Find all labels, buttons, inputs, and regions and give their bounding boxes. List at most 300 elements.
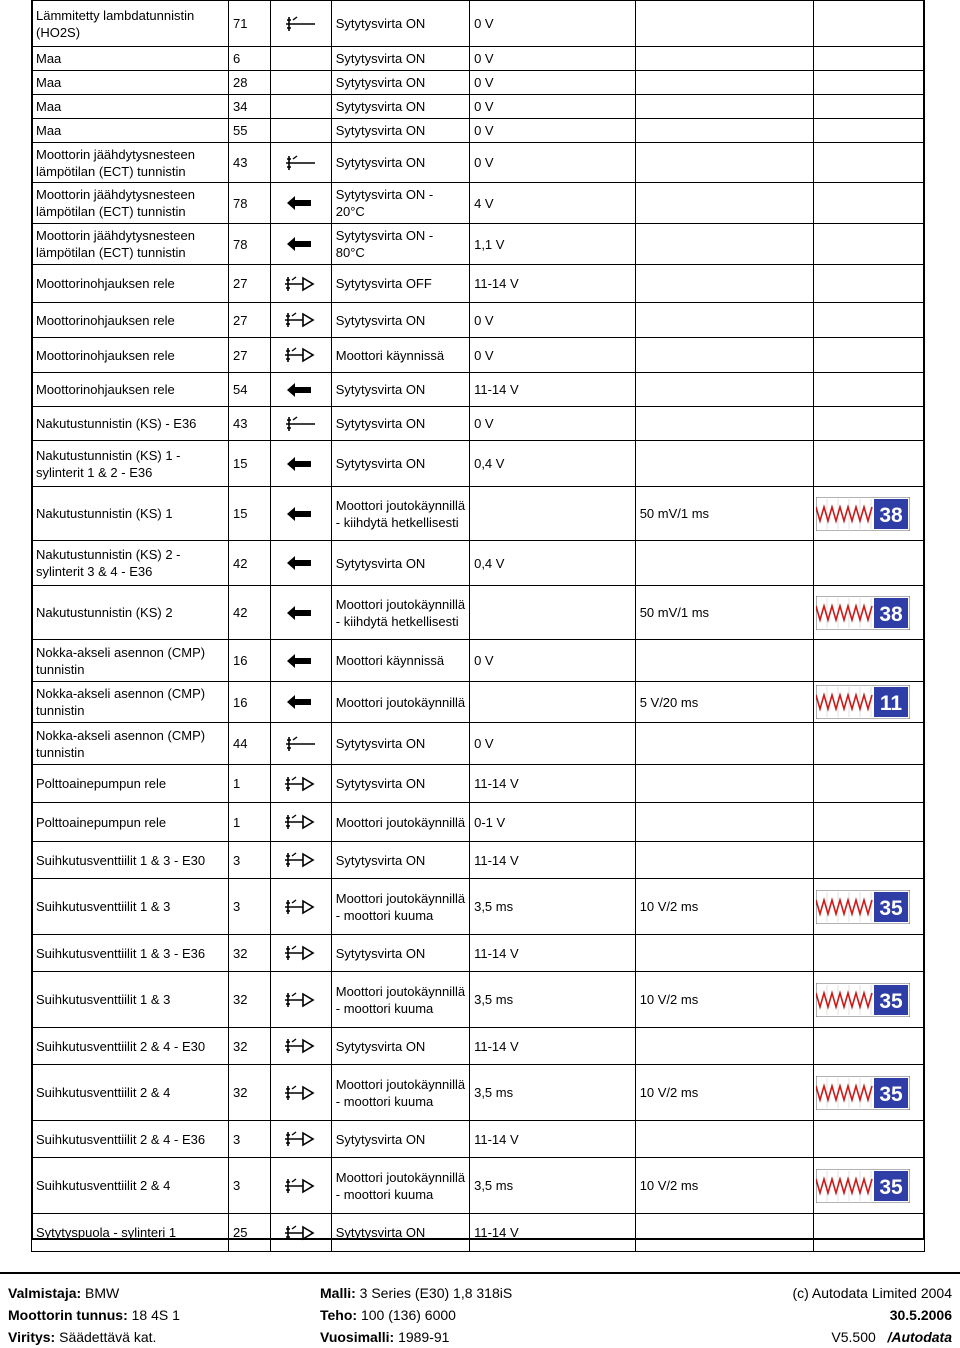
condition-cell — [331, 265, 469, 303]
pin-text: 3 — [233, 1178, 241, 1193]
waveform-cell — [813, 682, 924, 723]
value-text: 11-14 V — [474, 1038, 519, 1054]
waveform-cell — [813, 879, 924, 935]
model-label: Malli: — [320, 1285, 356, 1301]
component-text: Suihkutusventtiilit 2 & 4 - E30 — [36, 1038, 206, 1054]
component-text: Moottorinohjauksen rele — [36, 312, 175, 328]
pin-text: 44 — [233, 736, 248, 751]
pin-cell — [229, 935, 271, 972]
pin-cell — [229, 265, 271, 303]
engine-value: 18 4S 1 — [131, 1307, 180, 1323]
condition-cell — [331, 803, 469, 842]
scope-text: 5 V/20 ms — [639, 694, 699, 710]
condition-text: Sytytysvirta ON — [335, 51, 426, 66]
condition-text: Moottori joutokäynnillä — [335, 694, 466, 710]
pin-cell — [229, 1, 271, 47]
condition-text: Sytytysvirta ON - 80°C — [335, 228, 434, 260]
table-row — [32, 1028, 925, 1065]
component-cell — [32, 879, 229, 935]
component-cell — [32, 338, 229, 373]
ground-diode-icon — [281, 1083, 321, 1103]
signal-arrow-icon — [281, 234, 321, 254]
component-text: Suihkutusventtiilit 1 & 3 — [36, 899, 171, 914]
condition-text: Sytytysvirta ON — [335, 312, 426, 328]
scope-cell — [635, 935, 813, 972]
value-cell — [470, 119, 636, 143]
autodata-logo: /Autodata — [887, 1329, 952, 1345]
value-text: 11-14 V — [474, 1131, 519, 1147]
badge-number: 38 — [879, 503, 903, 527]
component-text: Suihkutusventtiilit 2 & 4 - E36 — [36, 1131, 206, 1147]
symbol-cell — [270, 1214, 331, 1252]
symbol-cell — [270, 842, 331, 879]
scope-cell — [635, 586, 813, 640]
waveform-cell — [813, 71, 924, 95]
scope-cell — [635, 879, 813, 935]
pin-cell — [229, 682, 271, 723]
condition-cell — [331, 303, 469, 338]
component-cell — [32, 265, 229, 303]
condition-text: Moottori joutokäynnillä - kiihdytä hetkellisesti — [335, 596, 466, 629]
component-cell — [32, 935, 229, 972]
value-cell — [470, 441, 636, 487]
component-text: Nokka-akseli asennon (CMP) tunnistin — [36, 644, 206, 677]
table-row — [32, 1, 925, 47]
component-cell — [32, 95, 229, 119]
scope-waveform-icon — [816, 596, 910, 630]
component-cell — [32, 224, 229, 265]
pin-cell — [229, 487, 271, 541]
symbol-cell — [270, 1, 331, 47]
pin-text: 43 — [233, 155, 248, 170]
value-text: 11-14 V — [474, 776, 519, 791]
symbol-cell — [270, 71, 331, 95]
value-cell — [470, 879, 636, 935]
pin-text: 6 — [233, 51, 241, 66]
pin-text: 78 — [233, 236, 248, 252]
symbol-cell — [270, 879, 331, 935]
component-text: Suihkutusventtiilit 1 & 3 - E30 — [36, 852, 206, 868]
value-cell — [470, 407, 636, 441]
pin-text: 55 — [233, 123, 248, 138]
condition-text: Sytytysvirta ON — [335, 852, 426, 868]
waveform-cell — [813, 119, 924, 143]
pin-text: 42 — [233, 605, 248, 620]
value-cell — [470, 183, 636, 224]
value-cell — [470, 803, 636, 842]
waveform-cell — [813, 47, 924, 71]
waveform-cell — [813, 842, 924, 879]
engine-label: Moottorin tunnus: — [8, 1307, 128, 1323]
value-text: 4 V — [474, 195, 494, 211]
component-cell — [32, 71, 229, 95]
component-text: Polttoainepumpun rele — [36, 776, 167, 791]
condition-text: Moottori käynnissä — [335, 347, 445, 363]
table-row — [32, 143, 925, 183]
condition-text: Sytytysvirta OFF — [335, 276, 432, 291]
value-text: 11-14 V — [474, 382, 519, 397]
table-row — [32, 879, 925, 935]
condition-cell — [331, 640, 469, 682]
value-cell — [470, 1065, 636, 1121]
power-label: Teho: — [320, 1307, 358, 1323]
maker-value: BMW — [85, 1285, 120, 1301]
component-text: Polttoainepumpun rele — [36, 814, 167, 830]
scope-cell — [635, 338, 813, 373]
condition-cell — [331, 1158, 469, 1214]
condition-text: Moottori joutokäynnillä - moottori kuuma — [335, 1169, 466, 1202]
pin-cell — [229, 842, 271, 879]
value-text: 11-14 V — [474, 852, 519, 868]
scope-cell — [635, 1028, 813, 1065]
symbol-cell — [270, 803, 331, 842]
pin-cell — [229, 1065, 271, 1121]
symbol-cell — [270, 47, 331, 71]
component-text: Maa — [36, 123, 62, 138]
value-cell — [470, 541, 636, 586]
component-text: Nakutustunnistin (KS) 2 - sylinterit 3 & 4 - E36 — [36, 547, 181, 579]
condition-text: Sytytysvirta ON — [335, 416, 426, 431]
waveform-cell — [813, 935, 924, 972]
value-text: 3,5 ms — [474, 899, 514, 914]
condition-text: Sytytysvirta ON — [335, 16, 426, 31]
table-row — [32, 640, 925, 682]
ground-diode-icon — [281, 310, 321, 330]
symbol-cell — [270, 935, 331, 972]
waveform-cell — [813, 1214, 924, 1252]
tuning-value: Säädettävä kat. — [59, 1329, 157, 1345]
pin-text: 3 — [233, 852, 241, 868]
pin-text: 15 — [233, 456, 248, 471]
component-cell — [32, 586, 229, 640]
waveform-cell — [813, 95, 924, 119]
value-text: 11-14 V — [474, 1225, 519, 1240]
scope-cell — [635, 303, 813, 338]
value-cell — [470, 1121, 636, 1158]
value-cell — [470, 338, 636, 373]
value-cell — [470, 1214, 636, 1252]
scope-waveform-icon — [816, 890, 910, 924]
component-text: Suihkutusventtiilit 1 & 3 — [36, 992, 171, 1007]
symbol-cell — [270, 143, 331, 183]
waveform-cell — [813, 338, 924, 373]
symbol-cell — [270, 303, 331, 338]
component-text: Sytytyspuola - sylinteri 1 — [36, 1225, 177, 1240]
value-text: 0 V — [474, 51, 494, 66]
symbol-cell — [270, 586, 331, 640]
scope-cell — [635, 640, 813, 682]
symbol-cell — [270, 1065, 331, 1121]
pin-text: 16 — [233, 694, 248, 710]
table-row — [32, 71, 925, 95]
tuning-label: Viritys: — [8, 1329, 56, 1345]
pin-text: 54 — [233, 382, 248, 397]
component-cell — [32, 972, 229, 1028]
value-text: 0 V — [474, 155, 494, 170]
condition-cell — [331, 1121, 469, 1158]
table-row — [32, 119, 925, 143]
component-text: Nokka-akseli asennon (CMP) tunnistin — [36, 686, 206, 718]
condition-cell — [331, 338, 469, 373]
value-text: 0 V — [474, 123, 494, 138]
value-cell — [470, 586, 636, 640]
table-row — [32, 1214, 925, 1252]
waveform-cell — [813, 640, 924, 682]
pin-text: 27 — [233, 276, 248, 291]
pin-cell — [229, 338, 271, 373]
scope-cell — [635, 765, 813, 803]
table-row — [32, 1065, 925, 1121]
component-cell — [32, 1065, 229, 1121]
component-cell — [32, 441, 229, 487]
footer-row-2 — [8, 1304, 952, 1326]
signal-arrow-icon — [281, 553, 321, 573]
signal-arrow-icon — [281, 380, 321, 400]
value-cell — [470, 682, 636, 723]
component-cell — [32, 143, 229, 183]
scope-cell — [635, 71, 813, 95]
condition-text: Moottori joutokäynnillä - kiihdytä hetkellisesti — [335, 497, 466, 530]
value-cell — [470, 95, 636, 119]
condition-text: Moottori joutokäynnillä - moottori kuuma — [335, 890, 466, 923]
value-cell — [470, 373, 636, 407]
pin-cell — [229, 879, 271, 935]
pin-cell — [229, 224, 271, 265]
pin-text: 28 — [233, 75, 248, 90]
scope-cell — [635, 803, 813, 842]
pin-cell — [229, 47, 271, 71]
condition-cell — [331, 71, 469, 95]
table-row — [32, 407, 925, 441]
component-cell — [32, 407, 229, 441]
value-text: 1,1 V — [474, 236, 505, 252]
signal-arrow-icon — [281, 692, 321, 712]
condition-cell — [331, 842, 469, 879]
component-text: Suihkutusventtiilit 2 & 4 — [36, 1178, 171, 1193]
scope-cell — [635, 1065, 813, 1121]
scope-waveform-icon — [816, 1169, 910, 1203]
badge-number: 35 — [879, 896, 903, 920]
pin-cell — [229, 1158, 271, 1214]
condition-text: Sytytysvirta ON — [335, 776, 426, 791]
component-text: Nakutustunnistin (KS) 2 — [36, 605, 173, 620]
signal-arrow-icon — [281, 603, 321, 623]
condition-text: Sytytysvirta ON - 20°C — [335, 187, 434, 219]
maker-label: Valmistaja: — [8, 1285, 82, 1301]
condition-text: Sytytysvirta ON — [335, 75, 426, 90]
table-row — [32, 95, 925, 119]
value-text: 0 V — [474, 99, 494, 114]
waveform-cell — [813, 407, 924, 441]
condition-text: Sytytysvirta ON — [335, 1038, 426, 1054]
pin-cell — [229, 972, 271, 1028]
footer-row-3 — [8, 1326, 952, 1348]
table-row — [32, 224, 925, 265]
condition-cell — [331, 879, 469, 935]
symbol-cell — [270, 640, 331, 682]
symbol-cell — [270, 183, 331, 224]
component-text: Moottorin jäähdytysnesteen lämpötilan (ECT) tunnistin — [36, 187, 195, 219]
condition-cell — [331, 143, 469, 183]
scope-cell — [635, 224, 813, 265]
ground-diode-icon — [281, 1129, 321, 1149]
footer-row-1 — [8, 1282, 952, 1304]
waveform-cell — [813, 1028, 924, 1065]
pin-text: 1 — [233, 776, 241, 791]
scope-text: 10 V/2 ms — [639, 992, 699, 1007]
table-row — [32, 972, 925, 1028]
copyright: (c) Autodata Limited 2004 — [792, 1285, 952, 1301]
symbol-cell — [270, 119, 331, 143]
pin-cell — [229, 441, 271, 487]
power-value: 100 (136) 6000 — [360, 1307, 456, 1323]
pin-cell — [229, 143, 271, 183]
condition-cell — [331, 95, 469, 119]
ground-diode-icon — [281, 1036, 321, 1056]
pin-text: 71 — [233, 16, 248, 31]
component-text: Maa — [36, 51, 62, 66]
pin-text: 78 — [233, 195, 248, 211]
symbol-cell — [270, 224, 331, 265]
waveform-cell — [813, 765, 924, 803]
component-cell — [32, 303, 229, 338]
pin-text: 27 — [233, 312, 248, 328]
scope-cell — [635, 183, 813, 224]
signal-arrow-icon — [281, 454, 321, 474]
waveform-cell — [813, 803, 924, 842]
pin-text: 43 — [233, 416, 248, 431]
symbol-cell — [270, 407, 331, 441]
condition-text: Sytytysvirta ON — [335, 555, 426, 571]
pin-cell — [229, 803, 271, 842]
scope-cell — [635, 143, 813, 183]
value-text: 0-1 V — [474, 814, 506, 830]
symbol-cell — [270, 723, 331, 765]
waveform-cell — [813, 1121, 924, 1158]
table-row — [32, 1121, 925, 1158]
value-cell — [470, 143, 636, 183]
pin-cell — [229, 407, 271, 441]
component-text: Nakutustunnistin (KS) 1 - sylinterit 1 & 2 - E36 — [36, 447, 181, 480]
waveform-cell — [813, 1158, 924, 1214]
component-text: Nakutustunnistin (KS) - E36 — [36, 416, 197, 431]
scope-cell — [635, 1, 813, 47]
condition-cell — [331, 373, 469, 407]
pin-cell — [229, 640, 271, 682]
symbol-cell — [270, 1158, 331, 1214]
condition-cell — [331, 972, 469, 1028]
condition-cell — [331, 541, 469, 586]
value-text: 0 V — [474, 16, 494, 31]
component-cell — [32, 640, 229, 682]
condition-cell — [331, 586, 469, 640]
scope-cell — [635, 682, 813, 723]
component-text: Moottorinohjauksen rele — [36, 347, 175, 363]
pin-text: 16 — [233, 653, 248, 668]
value-cell — [470, 842, 636, 879]
condition-cell — [331, 723, 469, 765]
ground-diode-icon — [281, 812, 321, 832]
component-cell — [32, 119, 229, 143]
value-cell — [470, 265, 636, 303]
value-cell — [470, 1028, 636, 1065]
pin-text: 32 — [233, 992, 248, 1007]
waveform-cell — [813, 373, 924, 407]
symbol-cell — [270, 1121, 331, 1158]
value-cell — [470, 71, 636, 95]
condition-text: Sytytysvirta ON — [335, 99, 426, 114]
pin-cell — [229, 95, 271, 119]
component-text: Suihkutusventtiilit 1 & 3 - E36 — [36, 945, 206, 961]
ground-diode-icon — [281, 1176, 321, 1196]
value-text: 0 V — [474, 653, 494, 668]
scope-waveform-icon — [816, 497, 910, 531]
symbol-cell — [270, 1028, 331, 1065]
value-cell — [470, 1, 636, 47]
waveform-cell — [813, 224, 924, 265]
pin-cell — [229, 586, 271, 640]
component-cell — [32, 803, 229, 842]
component-cell — [32, 1121, 229, 1158]
waveform-cell — [813, 487, 924, 541]
component-cell — [32, 1158, 229, 1214]
scope-waveform-icon — [816, 685, 910, 719]
value-text: 0,4 V — [474, 456, 505, 471]
condition-cell — [331, 1065, 469, 1121]
scope-text: 10 V/2 ms — [639, 1178, 699, 1193]
ground-diode-icon — [281, 943, 321, 963]
symbol-cell — [270, 338, 331, 373]
version: V5.500 — [831, 1329, 876, 1345]
table-row — [32, 541, 925, 586]
waveform-cell — [813, 541, 924, 586]
pin-text: 42 — [233, 555, 248, 571]
waveform-cell — [813, 723, 924, 765]
value-cell — [470, 765, 636, 803]
value-cell — [470, 1158, 636, 1214]
pin-cell — [229, 303, 271, 338]
pin-text: 32 — [233, 1038, 248, 1054]
scope-cell — [635, 373, 813, 407]
component-cell — [32, 842, 229, 879]
component-cell — [32, 1, 229, 47]
component-cell — [32, 487, 229, 541]
pin-text: 25 — [233, 1225, 248, 1240]
symbol-cell — [270, 541, 331, 586]
pin-cell — [229, 119, 271, 143]
pin-text: 27 — [233, 347, 248, 363]
scope-cell — [635, 723, 813, 765]
value-text: 3,5 ms — [474, 1178, 514, 1193]
condition-cell — [331, 935, 469, 972]
condition-cell — [331, 1, 469, 47]
value-cell — [470, 47, 636, 71]
value-text: 3,5 ms — [474, 1085, 514, 1100]
scope-waveform-icon — [816, 1076, 910, 1110]
pin-text: 3 — [233, 1131, 241, 1147]
waveform-cell — [813, 265, 924, 303]
component-cell — [32, 1028, 229, 1065]
pin-data-table — [31, 0, 925, 1252]
ground-diode-icon — [281, 850, 321, 870]
component-text: Maa — [36, 75, 62, 90]
symbol-cell — [270, 765, 331, 803]
signal-arrow-icon — [281, 504, 321, 524]
table-row — [32, 183, 925, 224]
pin-text: 32 — [233, 945, 248, 961]
ground-diode-icon — [281, 1223, 321, 1243]
scope-cell — [635, 441, 813, 487]
